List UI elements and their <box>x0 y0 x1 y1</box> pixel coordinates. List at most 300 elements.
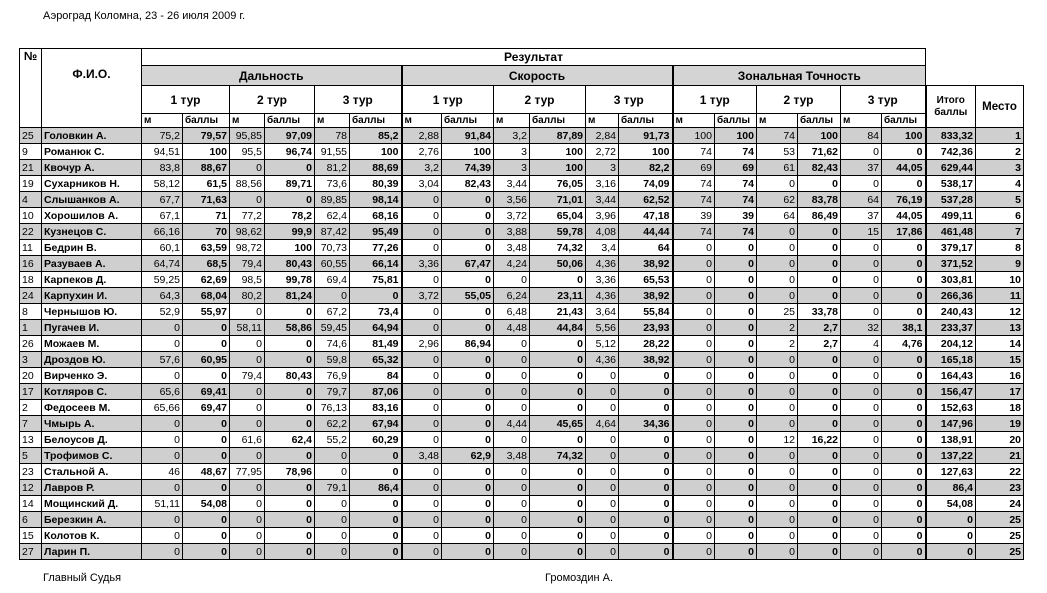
points-cell: 91,84 <box>442 128 494 144</box>
total-points: 537,28 <box>926 192 976 208</box>
points-cell: 0 <box>715 304 757 320</box>
points-cell: 81,49 <box>350 336 402 352</box>
value-cell: 3,44 <box>494 176 530 192</box>
points-cell: 89,71 <box>265 176 315 192</box>
place-cell: 12 <box>976 304 1024 320</box>
points-cell: 59,78 <box>530 224 586 240</box>
value-cell: 73,6 <box>315 176 350 192</box>
points-cell: 0 <box>442 192 494 208</box>
value-cell: 2 <box>757 336 798 352</box>
points-cell: 0 <box>265 448 315 464</box>
points-cell: 0 <box>442 432 494 448</box>
points-cell: 44,44 <box>619 224 673 240</box>
subheader-m: м <box>142 114 183 128</box>
value-cell: 64 <box>841 192 882 208</box>
points-cell: 74,39 <box>442 160 494 176</box>
points-cell: 0 <box>265 528 315 544</box>
points-cell: 62,52 <box>619 192 673 208</box>
value-cell: 0 <box>142 528 183 544</box>
value-cell: 0 <box>402 304 442 320</box>
points-cell: 0 <box>183 528 230 544</box>
value-cell: 0 <box>841 272 882 288</box>
points-cell: 0 <box>798 224 841 240</box>
competitor-number: 14 <box>20 496 42 512</box>
table-row <box>20 528 1024 544</box>
points-cell: 0 <box>530 336 586 352</box>
place-cell: 16 <box>976 368 1024 384</box>
points-cell: 99,9 <box>265 224 315 240</box>
points-cell: 0 <box>882 368 926 384</box>
value-cell: 0 <box>315 544 350 560</box>
value-cell: 0 <box>142 480 183 496</box>
value-cell: 0 <box>402 400 442 416</box>
points-cell: 0 <box>619 512 673 528</box>
subheader-points: баллы <box>350 114 402 128</box>
points-cell: 0 <box>882 496 926 512</box>
value-cell: 3 <box>494 144 530 160</box>
value-cell: 79,1 <box>315 480 350 496</box>
value-cell: 0 <box>673 288 715 304</box>
value-cell: 59,25 <box>142 272 183 288</box>
value-cell: 0 <box>494 336 530 352</box>
points-cell: 28,22 <box>619 336 673 352</box>
competitor-number: 6 <box>20 512 42 528</box>
value-cell: 0 <box>230 192 265 208</box>
value-cell: 3,2 <box>494 128 530 144</box>
subheader-m: м <box>673 114 715 128</box>
value-cell: 0 <box>673 448 715 464</box>
points-cell: 0 <box>265 512 315 528</box>
table-row <box>20 272 1024 288</box>
table-row <box>20 208 1024 224</box>
value-cell: 0 <box>673 416 715 432</box>
total-points: 54,08 <box>926 496 976 512</box>
points-cell: 100 <box>882 128 926 144</box>
place-cell: 21 <box>976 448 1024 464</box>
competitor-number: 22 <box>20 224 42 240</box>
total-points: 127,63 <box>926 464 976 480</box>
value-cell: 0 <box>230 352 265 368</box>
points-cell: 74,32 <box>530 240 586 256</box>
competitor-number: 2 <box>20 400 42 416</box>
subheader-m: м <box>402 114 442 128</box>
value-cell: 0 <box>230 528 265 544</box>
competitor-number: 11 <box>20 240 42 256</box>
value-cell: 0 <box>402 464 442 480</box>
value-cell: 0 <box>757 256 798 272</box>
value-cell: 12 <box>757 432 798 448</box>
points-cell: 0 <box>265 400 315 416</box>
round-header: 1 тур <box>402 86 494 114</box>
points-cell: 0 <box>265 544 315 560</box>
place-cell: 25 <box>976 544 1024 560</box>
value-cell: 4,44 <box>494 416 530 432</box>
points-cell: 0 <box>530 464 586 480</box>
round-header: 3 тур <box>841 86 926 114</box>
total-points: 164,43 <box>926 368 976 384</box>
points-cell: 70 <box>183 224 230 240</box>
points-cell: 80,39 <box>350 176 402 192</box>
table-row <box>20 384 1024 400</box>
place-cell: 11 <box>976 288 1024 304</box>
table-row <box>20 288 1024 304</box>
points-cell: 62,4 <box>265 432 315 448</box>
points-cell: 71 <box>183 208 230 224</box>
points-cell: 74,09 <box>619 176 673 192</box>
points-cell: 86,49 <box>798 208 841 224</box>
points-cell: 0 <box>183 416 230 432</box>
value-cell: 3,88 <box>494 224 530 240</box>
points-cell: 0 <box>530 528 586 544</box>
table-row <box>20 256 1024 272</box>
value-cell: 74 <box>673 176 715 192</box>
points-cell: 69,41 <box>183 384 230 400</box>
value-cell: 0 <box>757 352 798 368</box>
value-cell: 0 <box>230 544 265 560</box>
points-cell: 0 <box>882 464 926 480</box>
points-cell: 65,32 <box>350 352 402 368</box>
value-cell: 3,56 <box>494 192 530 208</box>
competitor-name: Карпеков Д. <box>42 272 142 288</box>
points-cell: 0 <box>530 400 586 416</box>
points-cell: 0 <box>442 496 494 512</box>
value-cell: 0 <box>586 512 619 528</box>
value-cell: 0 <box>230 480 265 496</box>
value-cell: 65,6 <box>142 384 183 400</box>
points-cell: 0 <box>715 256 757 272</box>
points-cell: 0 <box>798 512 841 528</box>
points-cell: 0 <box>442 400 494 416</box>
value-cell: 0 <box>402 512 442 528</box>
subheader-points: баллы <box>530 114 586 128</box>
value-cell: 0 <box>673 272 715 288</box>
points-cell: 48,67 <box>183 464 230 480</box>
points-cell: 0 <box>619 544 673 560</box>
value-cell: 78 <box>315 128 350 144</box>
value-cell: 84 <box>841 128 882 144</box>
value-cell: 64 <box>757 208 798 224</box>
value-cell: 0 <box>757 448 798 464</box>
value-cell: 0 <box>673 256 715 272</box>
value-cell: 0 <box>142 320 183 336</box>
competitor-name: Березкин А. <box>42 512 142 528</box>
results-table <box>19 48 1024 560</box>
competitor-name: Сухарников Н. <box>42 176 142 192</box>
value-cell: 0 <box>494 480 530 496</box>
place-cell: 22 <box>976 464 1024 480</box>
table-row <box>20 464 1024 480</box>
points-cell: 0 <box>183 432 230 448</box>
points-cell: 34,36 <box>619 416 673 432</box>
value-cell: 0 <box>402 272 442 288</box>
round-header: 3 тур <box>586 86 673 114</box>
total-points: 461,48 <box>926 224 976 240</box>
points-cell: 84 <box>350 368 402 384</box>
value-cell: 98,62 <box>230 224 265 240</box>
points-cell: 0 <box>265 384 315 400</box>
value-cell: 0 <box>402 368 442 384</box>
points-cell: 0 <box>442 240 494 256</box>
value-cell: 0 <box>673 240 715 256</box>
value-cell: 0 <box>402 352 442 368</box>
points-cell: 60,29 <box>350 432 402 448</box>
points-cell: 0 <box>265 416 315 432</box>
points-cell: 88,67 <box>183 160 230 176</box>
value-cell: 0 <box>402 320 442 336</box>
value-cell: 0 <box>841 528 882 544</box>
total-points: 538,17 <box>926 176 976 192</box>
points-cell: 61,5 <box>183 176 230 192</box>
table-row <box>20 432 1024 448</box>
value-cell: 64,3 <box>142 288 183 304</box>
points-cell: 0 <box>442 384 494 400</box>
points-cell: 39 <box>715 208 757 224</box>
value-cell: 0 <box>142 432 183 448</box>
competitor-name: Дроздов Ю. <box>42 352 142 368</box>
points-cell: 0 <box>619 448 673 464</box>
value-cell: 0 <box>673 304 715 320</box>
points-cell: 77,26 <box>350 240 402 256</box>
subheader-points: баллы <box>715 114 757 128</box>
value-cell: 60,1 <box>142 240 183 256</box>
value-cell: 95,85 <box>230 128 265 144</box>
points-cell: 100 <box>798 128 841 144</box>
points-cell: 82,43 <box>442 176 494 192</box>
value-cell: 0 <box>757 176 798 192</box>
table-row <box>20 496 1024 512</box>
points-cell: 64 <box>619 240 673 256</box>
points-cell: 86,4 <box>350 480 402 496</box>
points-cell: 0 <box>798 288 841 304</box>
value-cell: 0 <box>673 352 715 368</box>
competitor-number: 19 <box>20 176 42 192</box>
place-cell: 25 <box>976 528 1024 544</box>
value-cell: 0 <box>586 544 619 560</box>
points-cell: 0 <box>442 512 494 528</box>
table-row <box>20 512 1024 528</box>
value-cell: 0 <box>841 288 882 304</box>
value-cell: 55,2 <box>315 432 350 448</box>
value-cell: 74,6 <box>315 336 350 352</box>
points-cell: 54,08 <box>183 496 230 512</box>
value-cell: 0 <box>402 496 442 512</box>
subheader-points: баллы <box>882 114 926 128</box>
value-cell: 4 <box>841 336 882 352</box>
points-cell: 0 <box>350 512 402 528</box>
value-cell: 2,72 <box>586 144 619 160</box>
value-cell: 69 <box>673 160 715 176</box>
points-cell: 0 <box>530 544 586 560</box>
points-cell: 0 <box>882 176 926 192</box>
place-cell: 15 <box>976 352 1024 368</box>
points-cell: 100 <box>530 144 586 160</box>
value-cell: 0 <box>230 512 265 528</box>
competitor-name: Можаев М. <box>42 336 142 352</box>
round-header: 2 тур <box>494 86 586 114</box>
value-cell: 58,11 <box>230 320 265 336</box>
points-cell: 79,57 <box>183 128 230 144</box>
value-cell: 0 <box>757 224 798 240</box>
points-cell: 0 <box>442 224 494 240</box>
value-cell: 0 <box>673 544 715 560</box>
points-cell: 0 <box>882 352 926 368</box>
header-name: Ф.И.О. <box>42 49 142 128</box>
value-cell: 0 <box>673 512 715 528</box>
points-cell: 0 <box>715 272 757 288</box>
total-points: 379,17 <box>926 240 976 256</box>
value-cell: 3,36 <box>402 256 442 272</box>
value-cell: 46 <box>142 464 183 480</box>
points-cell: 55,05 <box>442 288 494 304</box>
value-cell: 0 <box>841 176 882 192</box>
points-cell: 0 <box>442 528 494 544</box>
value-cell: 37 <box>841 208 882 224</box>
competitor-name: Лавров Р. <box>42 480 142 496</box>
points-cell: 0 <box>619 384 673 400</box>
value-cell: 0 <box>586 448 619 464</box>
points-cell: 23,11 <box>530 288 586 304</box>
value-cell: 59,45 <box>315 320 350 336</box>
value-cell: 0 <box>402 480 442 496</box>
value-cell: 89,85 <box>315 192 350 208</box>
value-cell: 0 <box>494 496 530 512</box>
points-cell: 0 <box>265 496 315 512</box>
value-cell: 0 <box>494 464 530 480</box>
value-cell: 0 <box>673 320 715 336</box>
points-cell: 0 <box>715 384 757 400</box>
value-cell: 0 <box>230 304 265 320</box>
value-cell: 100 <box>673 128 715 144</box>
points-cell: 0 <box>619 368 673 384</box>
points-cell: 100 <box>530 160 586 176</box>
table-row <box>20 480 1024 496</box>
value-cell: 91,55 <box>315 144 350 160</box>
value-cell: 0 <box>494 512 530 528</box>
subheader-points: баллы <box>619 114 673 128</box>
points-cell: 0 <box>882 528 926 544</box>
points-cell: 0 <box>183 368 230 384</box>
value-cell: 4,36 <box>586 256 619 272</box>
value-cell: 0 <box>841 240 882 256</box>
value-cell: 75,2 <box>142 128 183 144</box>
table-row <box>20 416 1024 432</box>
points-cell: 0 <box>265 480 315 496</box>
points-cell: 0 <box>715 416 757 432</box>
value-cell: 0 <box>230 336 265 352</box>
points-cell: 82,2 <box>619 160 673 176</box>
value-cell: 74 <box>673 224 715 240</box>
value-cell: 0 <box>673 368 715 384</box>
competitor-number: 17 <box>20 384 42 400</box>
subheader-m: м <box>494 114 530 128</box>
value-cell: 95,5 <box>230 144 265 160</box>
points-cell: 63,59 <box>183 240 230 256</box>
place-cell: 5 <box>976 192 1024 208</box>
value-cell: 0 <box>841 416 882 432</box>
total-points: 833,32 <box>926 128 976 144</box>
total-points: 147,96 <box>926 416 976 432</box>
value-cell: 2 <box>757 320 798 336</box>
points-cell: 0 <box>183 480 230 496</box>
competitor-name: Котляров С. <box>42 384 142 400</box>
points-cell: 0 <box>265 160 315 176</box>
competitor-number: 5 <box>20 448 42 464</box>
points-cell: 100 <box>619 144 673 160</box>
points-cell: 65,53 <box>619 272 673 288</box>
competitor-number: 18 <box>20 272 42 288</box>
value-cell: 65,66 <box>142 400 183 416</box>
header-place: Место <box>976 86 1024 128</box>
value-cell: 0 <box>673 464 715 480</box>
place-cell: 13 <box>976 320 1024 336</box>
place-cell: 20 <box>976 432 1024 448</box>
value-cell: 0 <box>402 416 442 432</box>
points-cell: 97,09 <box>265 128 315 144</box>
points-cell: 0 <box>183 448 230 464</box>
value-cell: 62,2 <box>315 416 350 432</box>
value-cell: 58,12 <box>142 176 183 192</box>
header-num: № <box>20 49 42 128</box>
value-cell: 0 <box>142 368 183 384</box>
value-cell: 0 <box>757 400 798 416</box>
total-points: 137,22 <box>926 448 976 464</box>
competitor-name: Разуваев А. <box>42 256 142 272</box>
subheader-m: м <box>841 114 882 128</box>
points-cell: 0 <box>798 176 841 192</box>
value-cell: 0 <box>315 464 350 480</box>
value-cell: 0 <box>402 240 442 256</box>
points-cell: 76,19 <box>882 192 926 208</box>
points-cell: 66,14 <box>350 256 402 272</box>
place-cell: 24 <box>976 496 1024 512</box>
points-cell: 0 <box>715 496 757 512</box>
points-cell: 0 <box>882 240 926 256</box>
value-cell: 0 <box>230 496 265 512</box>
points-cell: 0 <box>882 416 926 432</box>
table-row <box>20 144 1024 160</box>
value-cell: 51,11 <box>142 496 183 512</box>
points-cell: 0 <box>798 240 841 256</box>
competitor-name: Бедрин В. <box>42 240 142 256</box>
points-cell: 74 <box>715 176 757 192</box>
points-cell: 0 <box>350 496 402 512</box>
value-cell: 3,44 <box>586 192 619 208</box>
competitor-number: 21 <box>20 160 42 176</box>
competitor-name: Федосеев М. <box>42 400 142 416</box>
points-cell: 0 <box>882 544 926 560</box>
points-cell: 0 <box>715 480 757 496</box>
value-cell: 0 <box>841 496 882 512</box>
competitor-name: Стальной А. <box>42 464 142 480</box>
judge-name: Громоздин А. <box>545 572 614 584</box>
points-cell: 0 <box>798 352 841 368</box>
value-cell: 0 <box>841 448 882 464</box>
points-cell: 0 <box>442 416 494 432</box>
points-cell: 100 <box>183 144 230 160</box>
value-cell: 0 <box>757 512 798 528</box>
value-cell: 0 <box>757 368 798 384</box>
points-cell: 38,1 <box>882 320 926 336</box>
table-row <box>20 320 1024 336</box>
points-cell: 73,4 <box>350 304 402 320</box>
subheader-m: м <box>315 114 350 128</box>
value-cell: 0 <box>494 400 530 416</box>
points-cell: 69,47 <box>183 400 230 416</box>
table-row <box>20 448 1024 464</box>
points-cell: 0 <box>798 368 841 384</box>
value-cell: 66,16 <box>142 224 183 240</box>
points-cell: 38,92 <box>619 352 673 368</box>
